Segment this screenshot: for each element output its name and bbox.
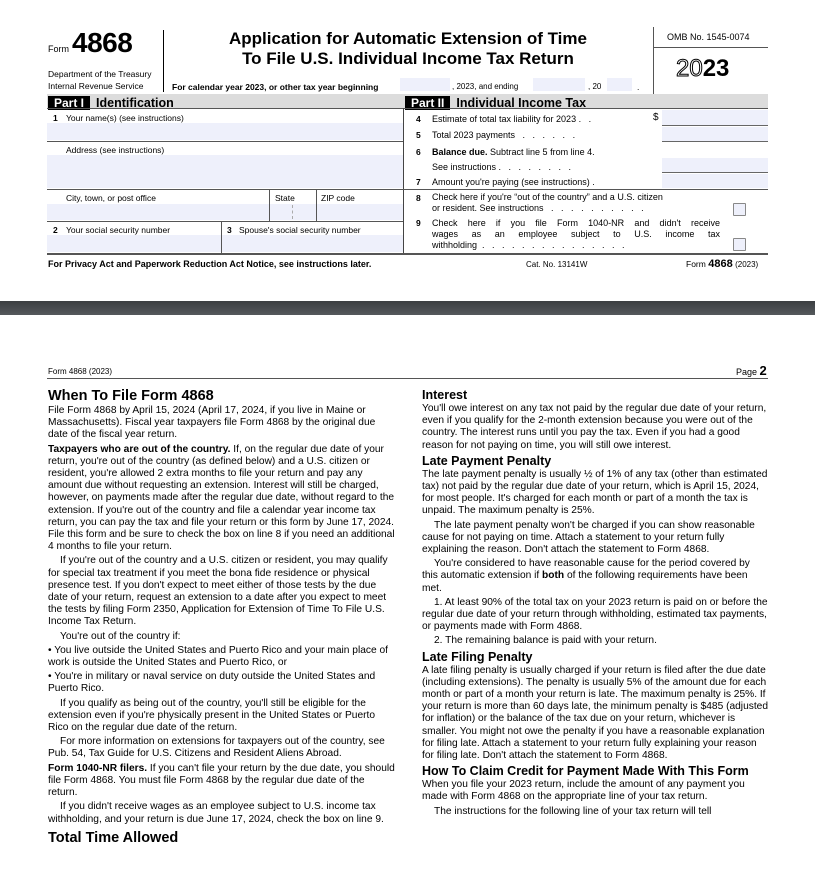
- line-4-number: 4: [416, 114, 421, 124]
- tax-year-beginning-input[interactable]: [400, 78, 450, 91]
- footer-form-number: 4868: [708, 258, 733, 270]
- line-2-number: 2: [53, 225, 58, 235]
- year-bold: 23: [702, 55, 730, 82]
- line-5-number: 5: [416, 130, 421, 140]
- page-separator: [0, 301, 815, 315]
- name-label: Your name(s) (see instructions): [66, 113, 184, 123]
- part-1-tag: Part I: [48, 96, 90, 110]
- line-6-number: 6: [416, 147, 421, 157]
- both-bold: both: [542, 570, 565, 582]
- when-to-file-heading: When To File Form 4868: [48, 388, 214, 404]
- agency-line: Internal Revenue Service: [48, 81, 144, 91]
- line-6-label-2: See instructions . . . . . . . .: [432, 162, 572, 172]
- name-input[interactable]: [47, 123, 403, 140]
- form-page-1: [0, 0, 815, 300]
- out-of-country-checkbox[interactable]: [733, 203, 746, 216]
- form-1040nr-bold: Form 1040-NR filers.: [48, 762, 148, 774]
- zip-label: ZIP code: [321, 193, 355, 203]
- line-7-label: Amount you're paying (see instructions) .: [432, 177, 595, 187]
- tax-year-ending-year-input[interactable]: [607, 78, 632, 91]
- bullet-live-outside: • You live outside the United States and Puerto Rico and your main place of work is outside the United States and Puerto Rico, or: [48, 644, 388, 669]
- balance-due-bold: Balance due.: [432, 147, 488, 157]
- interest-paragraph: You'll owe interest on any tax not paid by the regular due date of your return, even if you qualify for the 2-month extension because you were out of the country. The interest runs until you pay the tax. Even if you had a good reason for not paying on time, you will still owe interest.: [422, 403, 767, 451]
- zip-input[interactable]: [317, 204, 403, 220]
- line-3-number: 3: [227, 225, 232, 235]
- late-filing-heading: Late Filing Penalty: [422, 649, 533, 664]
- state-input[interactable]: [270, 204, 316, 220]
- year-prefix-label: , 20: [588, 82, 602, 91]
- left-column: [48, 388, 396, 847]
- line-4-input[interactable]: [662, 110, 768, 125]
- form-1040nr-checkbox[interactable]: [733, 238, 746, 251]
- when-to-file-paragraph: File Form 4868 by April 15, 2024 (April 17, 2024, if you live in Maine or Massachusetts). Fiscal year taxpayers file Form 4868 by the original due date of the fiscal year return.: [48, 405, 376, 441]
- catalog-number: Cat. No. 13141W: [526, 260, 588, 269]
- requirement-1: 1. At least 90% of the total tax on your 2023 return is paid on or before the regular due date of your return through withholding, estimated tax payments, or payments made with Form 4868.: [422, 596, 768, 633]
- late-payment-paragraph-2: The late payment penalty won't be charged if you can show reasonable cause for not paying on time. Attach a statement to your return fully explaining the reason. Don't attach the statement to Form 4868.: [422, 519, 755, 556]
- department-line: Department of the Treasury: [48, 69, 152, 79]
- special-tax-paragraph: If you're out of the country and a U.S. citizen or resident, you may qualify for special tax treatment if you meet the bona fide residence or physical presence test. If you don't expect to meet either of those tests by the due date of your return, request an extension to a date after you expect to meet the tests by filing Form 2350, Application for Extension of Time To File U.S. Income Tax Return.: [48, 555, 388, 628]
- out-of-country-text: If, on the regular due date of your return, you're out of the country (as defined below) and a U.S. citizen or resident, you're allowed 2 extra months to file your return and pay any amount due without requesting an extension. Interest will still be charged, however, on payments made after the regular due date, without regard to the extension. If you're out of the country and file a calendar year income tax return, you can pay the tax and file your return or this form by June 17, 2024. File this form and be sure to check the box on line 8 if you need an additional 4 months to file your return.: [48, 443, 395, 553]
- form-word: Form: [48, 44, 69, 54]
- and-ending-label: , 2023, and ending: [452, 82, 519, 91]
- line-8-label: [432, 192, 722, 214]
- line-7-number: 7: [416, 177, 421, 187]
- line-1-number: 1: [53, 113, 58, 123]
- line-4-label: Estimate of total tax liability for 2023 . .: [432, 114, 592, 124]
- ssn-input[interactable]: [47, 235, 221, 252]
- bullet-military: • You're in military or naval service on duty outside the United States and Puerto Rico.: [48, 671, 376, 695]
- form-1040nr-text: If you can't file your return by the due date, you should file Form 4868. You must file Form 4868 by the regular due date of the return.: [48, 762, 395, 799]
- line-9-number: 9: [416, 218, 421, 228]
- omb-number: OMB No. 1545-0074: [667, 32, 750, 42]
- title-line-1: Application for Automatic Extension of Time: [229, 29, 587, 48]
- address-input[interactable]: [47, 155, 403, 188]
- line-9-text-3: withholding . . . . . . . . . . . . . . .: [432, 240, 625, 250]
- footer-form-id: [686, 258, 758, 270]
- line-9-label: [432, 218, 720, 251]
- late-payment-heading: Late Payment Penalty: [422, 453, 552, 468]
- line-8-number: 8: [416, 193, 421, 203]
- year-outline: 20: [676, 55, 703, 82]
- spouse-ssn-label: Spouse's social security number: [239, 225, 361, 235]
- line-9-text: Check here if you file Form 1040-NR and didn't receive: [432, 218, 720, 228]
- interest-heading: Interest: [422, 388, 468, 402]
- line-9-text-2: wages as an employee subject to U.S. income tax: [432, 229, 720, 239]
- dollar-sign: $: [653, 112, 659, 123]
- title-line-2: To File U.S. Individual Income Tax Return: [242, 49, 574, 68]
- tax-year-ending-input[interactable]: [533, 78, 585, 91]
- form-1040nr-paragraph: [48, 763, 396, 800]
- page-word: Page: [736, 367, 758, 377]
- requirement-2: 2. The remaining balance is paid with your return.: [434, 635, 657, 647]
- part-1-title: Identification: [96, 96, 174, 110]
- still-eligible-paragraph: If you qualify as being out of the country, you'll still be eligible for the extension even if you're physically present in the United States or Puerto Rico on the regular due date of the return.: [48, 697, 375, 734]
- department-info: [48, 68, 151, 92]
- out-of-country-paragraph: [48, 444, 396, 554]
- form-number: 4868: [72, 27, 133, 58]
- late-payment-paragraph-1: The late payment penalty is usually ½ of 1% of any tax (other than estimated tax) not paid by the regular due date of your return, which is April 15, 2024, for most people. It's charged for each month or part of a month the tax is unpaid. The maximum penalty is 25%.: [422, 468, 768, 517]
- spouse-ssn-input[interactable]: [222, 235, 403, 252]
- out-of-country-bold: Taxpayers who are out of the country.: [48, 443, 231, 455]
- reasonable-cause-text-a: You're considered to have reasonable cause for the period covered by this automatic extension if: [422, 558, 750, 582]
- claim-credit-heading: How To Claim Credit for Payment Made With This Form: [422, 764, 749, 779]
- footer-form-word: Form: [686, 259, 706, 269]
- late-filing-paragraph: A late filing penalty is usually charged if your return is filed after the due date (including extensions). The penalty is usually 5% of the amount due for each month or part of a month your return is late. The maximum penalty is 25%. If your return is more than 60 days late, the minimum penalty is $485 (adjusted for inflation) or the balance of the tax due on your return, whichever is smaller. You might not owe the penalty if you have a reasonable explanation for filing late. Attach a statement to your return fully explaining your reason for filing late. Don't attach the statement to Form 4868.: [422, 664, 768, 762]
- line-6-label: [432, 147, 595, 157]
- page-number-value: 2: [759, 363, 767, 378]
- out-of-country-if: You're out of the country if:: [60, 630, 181, 642]
- ssn-label: Your social security number: [66, 225, 171, 235]
- line-7-input[interactable]: [662, 174, 768, 188]
- address-label: Address (see instructions): [66, 145, 165, 155]
- privacy-notice: For Privacy Act and Paperwork Reduction Act Notice, see instructions later.: [48, 259, 372, 269]
- claim-credit-paragraph-2: The instructions for the following line of your tax return will tell: [434, 805, 712, 817]
- part-2-title: Individual Income Tax: [456, 96, 587, 110]
- footer-form-year: (2023): [735, 260, 759, 269]
- line-8-text: Check here if you're “out of the country” and a U.S. citizen: [432, 192, 663, 202]
- claim-credit-paragraph-1: When you file your 2023 return, include the amount of any payment you made with Form 4868 on the appropriate line of your tax return.: [422, 779, 745, 803]
- page-2-number: [736, 363, 767, 378]
- right-column: [422, 388, 768, 820]
- city-input[interactable]: [47, 204, 269, 220]
- line-6-text: Subtract line 5 from line 4.: [487, 147, 595, 157]
- calendar-year-label: For calendar year 2023, or other tax year beginning: [172, 82, 379, 92]
- total-time-heading: Total Time Allowed: [48, 829, 179, 846]
- page-2-header-form: Form 4868 (2023): [48, 367, 113, 376]
- form-title: [168, 29, 648, 69]
- line-8-text-2: or resident. See instructions . . . . . . . . . .: [432, 203, 644, 213]
- state-label: State: [275, 193, 295, 203]
- reasonable-cause-paragraph: [422, 558, 768, 595]
- line-5-label: Total 2023 payments . . . . . .: [432, 130, 576, 140]
- reasonable-cause-text-b: of the following requirements have been met.: [422, 570, 748, 594]
- line-5-input[interactable]: [662, 127, 768, 141]
- part-2-header: [405, 94, 586, 112]
- line-6-input[interactable]: [662, 158, 768, 172]
- part-1-header: [48, 94, 174, 112]
- part-2-tag: Part II: [405, 96, 450, 110]
- tax-year: [676, 55, 729, 83]
- more-info-paragraph: For more information on extensions for taxpayers out of the country, see Pub. 54, Tax Guide for U.S. Citizens and Resident Aliens Abroad.: [48, 736, 385, 760]
- period-mark: .: [637, 82, 640, 92]
- city-label: City, town, or post office: [66, 193, 156, 203]
- line-9-paragraph: If you didn't receive wages as an employee subject to U.S. income tax withholding, and your return is due June 17, 2024, check the box on line 9.: [48, 801, 384, 825]
